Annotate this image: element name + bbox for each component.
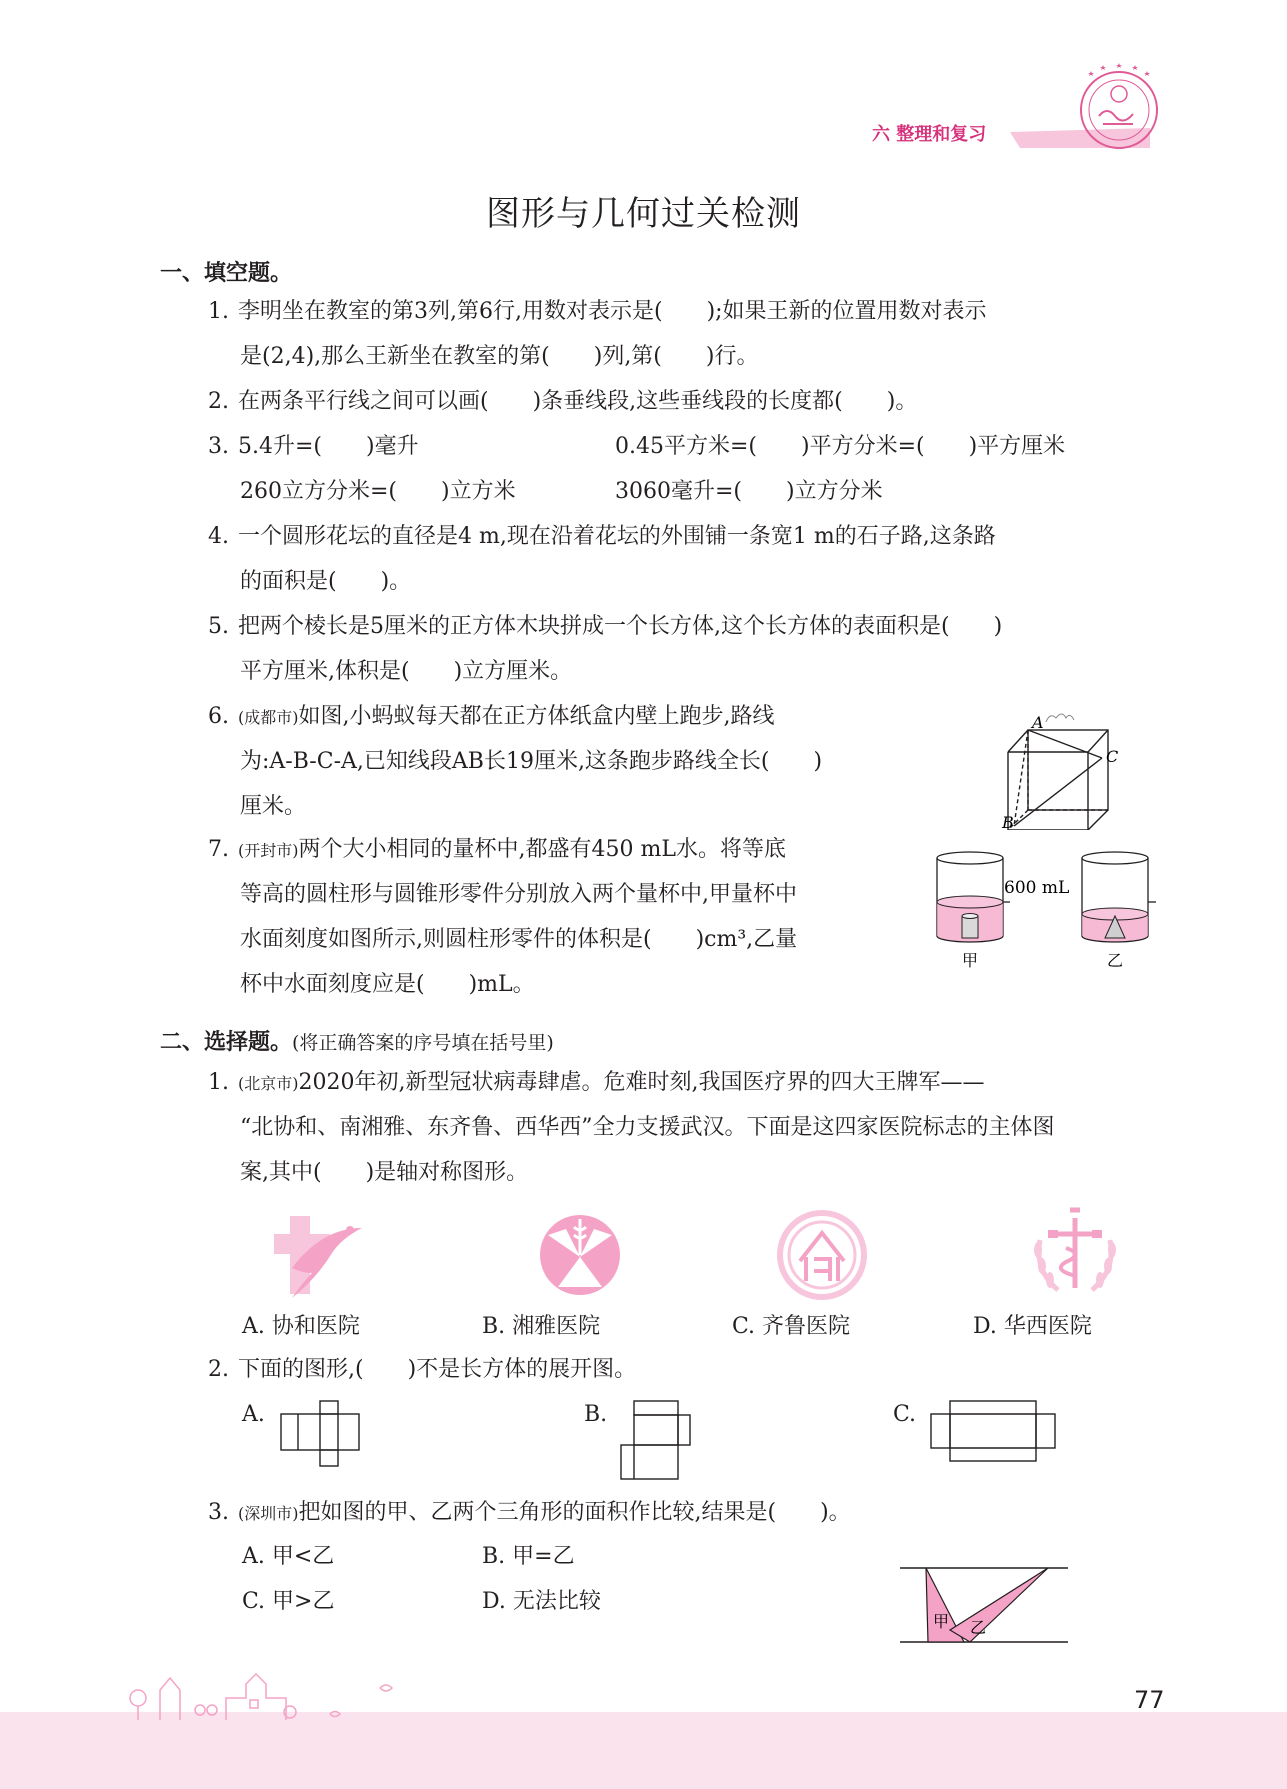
q5-text: 把两个棱长是5厘米的正方体木块拼成一个长方体,这个长方体的表面积是( ) (238, 614, 1003, 639)
xiangya-logo-icon (530, 1205, 630, 1305)
cup-jia-label: 甲 (962, 951, 979, 970)
q2-text: 在两条平行线之间可以画( )条垂线段,这些垂线段的长度都( )。 (238, 389, 918, 414)
q4-text: 一个圆形花坛的直径是4 m,现在沿着花坛的外围铺一条宽1 m的石子路,这条路 (238, 524, 996, 549)
c3-option-a: A. 甲<乙 (242, 1544, 335, 1569)
q6-number: 6. (208, 704, 229, 729)
q5-line1 (208, 612, 1002, 642)
xiehe-logo-icon (272, 1208, 372, 1304)
cube-label-a: A (1032, 713, 1044, 732)
c1-line2: “北协和、南湘雅、东齐鲁、西华西”全力支援武汉。下面是这四家医院标志的主体图 (240, 1115, 1055, 1140)
q3-part-b: 0.45平方米=( )平方分米=( )平方厘米 (615, 434, 1066, 459)
c3-source: (深圳市) (238, 1504, 299, 1523)
q3-part-a: 5.4升=( )毫升 (238, 434, 419, 459)
q5-number: 5. (208, 614, 229, 639)
q7-number: 7. (208, 837, 229, 862)
c3-option-d: D. 无法比较 (482, 1589, 601, 1614)
section-choice-note: (将正确答案的序号填在括号里) (292, 1032, 554, 1054)
section-fill-heading: 一、填空题。 (160, 261, 293, 286)
c1-line1 (208, 1068, 984, 1099)
c1-number: 1. (208, 1070, 229, 1095)
q6-line3: 厘米。 (240, 794, 307, 819)
q3-number: 3. (208, 434, 229, 459)
triangle-jia-label: 甲 (933, 1612, 950, 1631)
c1-option-b: B. 湘雅医院 (482, 1314, 601, 1339)
c1-option-c: C. 齐鲁医院 (732, 1314, 851, 1339)
q2-number: 2. (208, 389, 229, 414)
q5-line2: 平方厘米,体积是( )立方厘米。 (240, 659, 573, 684)
q4-number: 4. (208, 524, 229, 549)
q1-text: 李明坐在教室的第3列,第6行,用数对表示是( );如果王新的位置用数对表示 (238, 299, 987, 324)
section-choice-title: 二、选择题。 (160, 1030, 293, 1055)
c1-source: (北京市) (238, 1074, 299, 1093)
huaxi-logo-icon (1020, 1200, 1130, 1306)
q7-source: (开封市) (238, 841, 299, 860)
c1-option-d: D. 华西医院 (973, 1314, 1092, 1339)
c2-option-c: C. (893, 1402, 917, 1427)
triangles-figure (898, 1560, 1070, 1646)
section-header: 六 整理和复习 (872, 124, 987, 145)
qilu-logo-icon (772, 1205, 872, 1305)
q1-number: 1. (208, 299, 229, 324)
c1-line3: 案,其中( )是轴对称图形。 (240, 1160, 529, 1185)
c2-line1 (208, 1355, 636, 1385)
q7-text: 两个大小相同的量杯中,都盛有450 mL水。将等底 (298, 837, 786, 862)
c2-text: 下面的图形,( )不是长方体的展开图。 (238, 1357, 637, 1382)
footer-decoration (0, 1640, 1287, 1789)
cup-yi-label: 乙 (1107, 951, 1124, 970)
cup-measure-label: 600 mL (1004, 878, 1070, 898)
cube-figure (1000, 700, 1130, 830)
c1-text: 2020年初,新型冠状病毒肆虐。危难时刻,我国医疗界的四大王牌军—— (298, 1070, 985, 1095)
cube-label-c: C (1106, 747, 1119, 766)
q3-line1 (208, 432, 419, 462)
page-number: 77 (1134, 1686, 1165, 1714)
net-b-figure (620, 1400, 692, 1482)
c2-number: 2. (208, 1357, 229, 1382)
c1-option-a: A. 协和医院 (242, 1314, 360, 1339)
measuring-cups-figure (930, 848, 1160, 973)
triangle-yi-label: 乙 (970, 1618, 987, 1637)
c3-option-c: C. 甲>乙 (242, 1589, 335, 1614)
brand-seal (1075, 60, 1163, 152)
c3-text: 把如图的甲、乙两个三角形的面积作比较,结果是( )。 (298, 1500, 851, 1525)
c2-option-a: A. (242, 1402, 265, 1427)
q6-line1 (208, 702, 775, 733)
q3-part-d: 3060毫升=( )立方分米 (615, 479, 883, 504)
c3-option-b: B. 甲=乙 (482, 1544, 575, 1569)
cube-label-b: B (1002, 813, 1014, 830)
q6-line2: 为:A-B-C-A,已知线段AB长19厘米,这条跑步路线全长( ) (240, 749, 823, 774)
q6-source: (成都市) (238, 708, 299, 727)
section-choice-heading (160, 1025, 554, 1056)
page-title: 图形与几何过关检测 (486, 194, 801, 234)
c3-number: 3. (208, 1500, 229, 1525)
q7-line1 (208, 835, 786, 866)
c3-line1 (208, 1498, 851, 1529)
net-a-figure (280, 1400, 360, 1468)
net-c-figure (930, 1400, 1056, 1462)
q4-line2: 的面积是( )。 (240, 569, 412, 594)
q3-part-c: 260立方分米=( )立方米 (240, 479, 516, 504)
c2-option-b: B. (584, 1402, 608, 1427)
q7-line2: 等高的圆柱形与圆锥形零件分别放入两个量杯中,甲量杯中 (240, 882, 797, 907)
q1-line2: 是(2,4),那么王新坐在教室的第( )列,第( )行。 (240, 344, 759, 369)
q2-line1 (208, 387, 917, 417)
q4-line1 (208, 522, 996, 552)
q7-line4: 杯中水面刻度应是( )mL。 (240, 972, 535, 997)
q1-line1 (208, 297, 987, 327)
q7-line3: 水面刻度如图所示,则圆柱形零件的体积是( )cm³,乙量 (240, 927, 798, 952)
q6-text: 如图,小蚂蚁每天都在正方体纸盒内壁上跑步,路线 (298, 704, 775, 729)
